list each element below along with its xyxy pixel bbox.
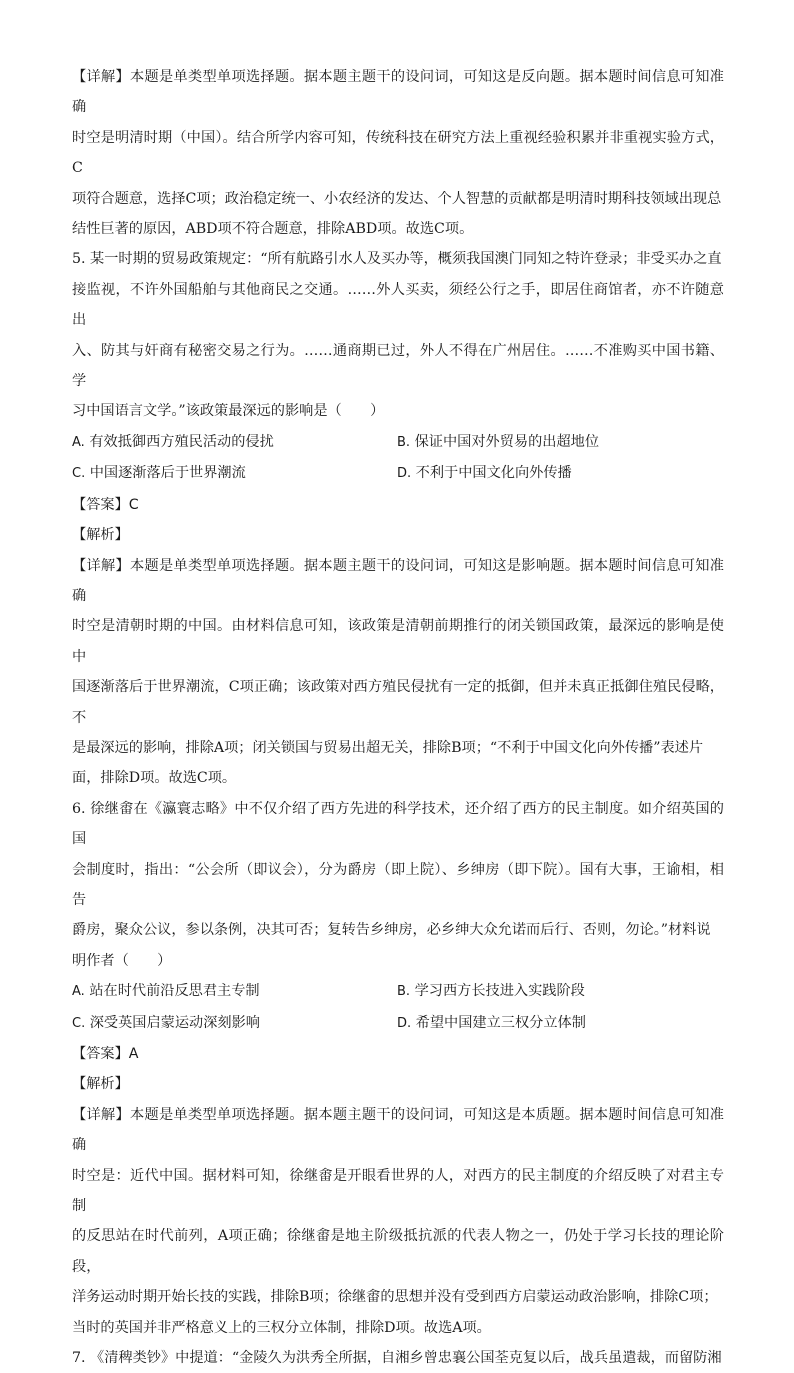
detail-line: 时空是明清时期（中国）。结合所学内容可知，传统科技在研究方法上重视经验积累并非重视实验方式，C (72, 129, 724, 177)
option-text: 保证中国对外贸易的出超地位 (414, 433, 600, 450)
option-letter: D. (397, 466, 412, 482)
option-d (397, 458, 722, 489)
question-stem-line: 7. 《清稗类钞》中提道：“金陵久为洪秀全所据，自湘乡曾忠襄公国荃克复以后，战兵虽遣裁，而留防湘 (72, 1350, 722, 1367)
option-text: 希望中国建立三权分立体制 (415, 1014, 586, 1031)
question-stem-line: 6. 徐继畬在《瀛寰志略》中不仅介绍了西方先进的科学技术，还介绍了西方的民主制度。如介绍英国的国 (72, 800, 724, 848)
option-b (397, 976, 722, 1007)
previous-question-detail (72, 62, 724, 244)
question-stem-line: 入、防其与奸商有秘密交易之行为。……通商期已过，外人不得在广州居住。……不准购买中国书籍、学 (72, 342, 724, 390)
detail-line: 当时的英国并非严格意义上的三权分立体制，排除D项。故选A项。 (72, 1319, 491, 1336)
option-letter: A. (72, 984, 85, 1000)
detail-line: 项符合题意，选择C项；政治稳定统一、小农经济的发达、个人智慧的贡献都是明清时期科技领域出现总 (72, 190, 722, 207)
option-c (72, 458, 397, 489)
options-row (72, 427, 724, 458)
option-text: 站在时代前沿反思君主专制 (89, 983, 260, 1000)
question-7 (72, 1343, 724, 1373)
detail-line: 面，排除D项。故选C项。 (72, 770, 237, 787)
option-text: 深受英国启蒙运动深刻影响 (89, 1014, 260, 1031)
detail-line: 时空是清朝时期的中国。由材料信息可知，该政策是清朝前期推行的闭关锁国政策，最深远的影响是使中 (72, 618, 724, 665)
detail-line: 是最深远的影响，排除A项；闭关锁国与贸易出超无关，排除B项；“不利于中国文化向外传播”表述片 (72, 739, 704, 756)
detail-line: 【详解】本题是单类型单项选择题。据本题主题干的设问词，可知这是影响题。据本题时间信息可知准确 (72, 557, 724, 604)
question-5 (72, 244, 724, 793)
analysis-label: 【解析】 (72, 1076, 129, 1093)
answer-label: 【答案】C (72, 496, 139, 513)
option-text: 不利于中国文化向外传播 (415, 465, 572, 482)
option-letter: A. (72, 434, 85, 450)
detail-line: 国逐渐落后于世界潮流，C项正确；该政策对西方殖民侵扰有一定的抵御，但并未真正抵御住殖民侵略，不 (72, 679, 724, 726)
detail-line: 【详解】本题是单类型单项选择题。据本题主题干的设问词，可知这是本质题。据本题时间信息可知准确 (72, 1106, 724, 1154)
option-text: 学习西方长技进入实践阶段 (414, 983, 585, 1000)
option-letter: C. (72, 1015, 86, 1031)
options-row (72, 458, 724, 489)
option-letter: B. (397, 984, 411, 1000)
question-stem-line: 5. 某一时期的贸易政策规定：“所有航路引水人及买办等，概须我国澳门同知之特许登录；非受买办之直 (72, 251, 722, 268)
detail-line: 时空是：近代中国。据材料可知，徐继畬是开眼看世界的人，对西方的民主制度的介绍反映了对君主专制 (72, 1167, 724, 1215)
option-a (72, 427, 397, 458)
option-letter: B. (397, 434, 411, 450)
document-page (72, 62, 724, 1373)
question-stem-line: 接监视，不许外国船舶与其他商民之交通。……外人买卖，须经公行之手，即居住商馆者，亦不许随意出 (72, 281, 724, 329)
option-c (72, 1008, 397, 1039)
detail-line: 【详解】本题是单类型单项选择题。据本题主题干的设问词，可知这是反向题。据本题时间信息可知准确 (72, 69, 724, 116)
detail-line: 洋务运动时期开始长技的实践，排除B项；徐继畬的思想并没有受到西方启蒙运动政治影响，排除C项； (72, 1289, 718, 1306)
option-b (397, 427, 722, 458)
option-text: 有效抵御西方殖民活动的侵扰 (89, 433, 274, 450)
option-text: 中国逐渐落后于世界潮流 (89, 465, 246, 482)
answer-label: 【答案】A (72, 1046, 139, 1062)
analysis-label: 【解析】 (72, 527, 129, 544)
question-6 (72, 794, 724, 1343)
detail-line: 的反思站在时代前列，A项正确；徐继畬是地主阶级抵抗派的代表人物之一，仍处于学习长技的理论阶段， (72, 1228, 724, 1275)
detail-line: 结性巨著的原因，ABD项不符合题意，排除ABD项。故选C项。 (72, 221, 474, 238)
question-stem-line: 会制度时，指出：“公会所（即议会），分为爵房（即上院）、乡绅房（即下院）。国有大事，王谕相，相告 (72, 861, 724, 908)
option-d (397, 1008, 722, 1039)
question-stem-line: 明作者（ ） (72, 952, 172, 969)
question-stem-line: 爵房，聚众公议，参以条例，决其可否；复转告乡绅房，必乡绅大众允诺而后行、否则，勿论。”材料说 (72, 922, 711, 939)
option-letter: C. (72, 466, 86, 482)
option-a (72, 976, 397, 1007)
option-letter: D. (397, 1015, 412, 1031)
options-row (72, 976, 724, 1007)
question-stem-line: 习中国语言文学。”该政策最深远的影响是（ ） (72, 403, 385, 420)
options-row (72, 1008, 724, 1039)
